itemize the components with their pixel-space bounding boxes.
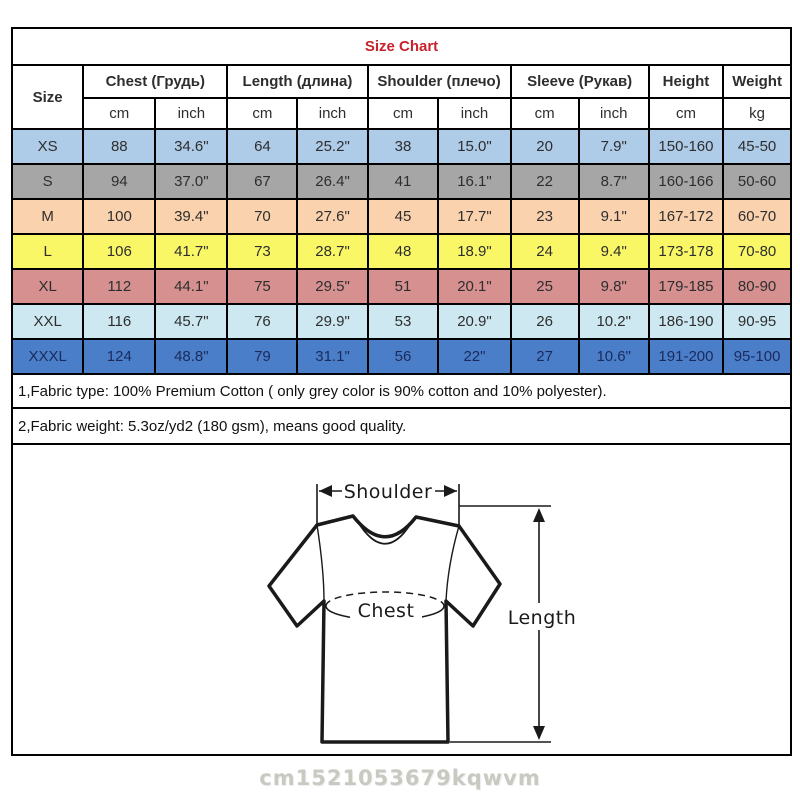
size-value: 22" (438, 339, 510, 374)
size-value: 15.0" (438, 129, 510, 164)
size-row-xl (12, 269, 791, 304)
size-value: 17.7" (438, 199, 510, 234)
size-value: 60-70 (723, 199, 791, 234)
measurement-diagram (11, 445, 792, 756)
shoulder-label: Shoulder (343, 481, 433, 503)
size-value: 116 (83, 304, 155, 339)
size-label: XXL (12, 304, 83, 339)
size-value: 27.6" (297, 199, 367, 234)
size-row-m (12, 199, 791, 234)
size-label: XS (12, 129, 83, 164)
size-value: 45-50 (723, 129, 791, 164)
size-table-body (12, 129, 791, 374)
arrow-left-icon (319, 485, 332, 497)
size-value: 173-178 (649, 234, 723, 269)
arrow-right-icon (444, 485, 457, 497)
column-header-sleeve: Sleeve (Рукав) (511, 65, 649, 98)
size-value: 24 (511, 234, 579, 269)
size-value: 9.1" (579, 199, 649, 234)
column-header-size: Size (12, 65, 83, 129)
unit-length-inch: inch (297, 98, 367, 129)
size-value: 150-160 (649, 129, 723, 164)
size-value: 25.2" (297, 129, 367, 164)
unit-shoulder-cm: cm (368, 98, 439, 129)
size-table (11, 27, 792, 375)
size-value: 41 (368, 164, 439, 199)
size-value: 27 (511, 339, 579, 374)
size-value: 79 (227, 339, 297, 374)
unit-sleeve-inch: inch (579, 98, 649, 129)
fabric-weight-note: 2,Fabric weight: 5.3oz/yd2 (180 gsm), means good quality. (11, 409, 792, 445)
size-label: L (12, 234, 83, 269)
size-value: 31.1" (297, 339, 367, 374)
unit-height-cm: cm (649, 98, 723, 129)
size-value: 75 (227, 269, 297, 304)
size-value: 186-190 (649, 304, 723, 339)
unit-weight-kg: kg (723, 98, 791, 129)
size-label: S (12, 164, 83, 199)
size-value: 10.6" (579, 339, 649, 374)
size-value: 100 (83, 199, 155, 234)
table-header-units (12, 98, 791, 129)
size-value: 73 (227, 234, 297, 269)
size-value: 9.8" (579, 269, 649, 304)
size-value: 45.7" (155, 304, 227, 339)
watermark-text: cm1521053679kqwvm (259, 766, 541, 790)
size-value: 45 (368, 199, 439, 234)
size-row-xxl (12, 304, 791, 339)
column-header-length: Length (длина) (227, 65, 367, 98)
size-value: 67 (227, 164, 297, 199)
arrow-down-icon (533, 726, 545, 740)
size-value: 20 (511, 129, 579, 164)
arrow-up-icon (533, 508, 545, 522)
size-label: XXXL (12, 339, 83, 374)
size-value: 18.9" (438, 234, 510, 269)
size-value: 48 (368, 234, 439, 269)
size-value: 70-80 (723, 234, 791, 269)
unit-chest-inch: inch (155, 98, 227, 129)
size-value: 50-60 (723, 164, 791, 199)
size-value: 70 (227, 199, 297, 234)
size-value: 9.4" (579, 234, 649, 269)
table-header-groups (12, 65, 791, 98)
size-value: 38 (368, 129, 439, 164)
size-value: 29.9" (297, 304, 367, 339)
size-value: 80-90 (723, 269, 791, 304)
size-value: 90-95 (723, 304, 791, 339)
unit-shoulder-inch: inch (438, 98, 510, 129)
unit-chest-cm: cm (83, 98, 155, 129)
size-value: 106 (83, 234, 155, 269)
size-chart-title: Size Chart (12, 28, 791, 65)
size-value: 191-200 (649, 339, 723, 374)
size-value: 23 (511, 199, 579, 234)
column-header-weight: Weight (723, 65, 791, 98)
size-value: 88 (83, 129, 155, 164)
size-row-l (12, 234, 791, 269)
size-value: 26 (511, 304, 579, 339)
size-value: 179-185 (649, 269, 723, 304)
size-value: 37.0" (155, 164, 227, 199)
column-header-chest: Chest (Грудь) (83, 65, 227, 98)
size-label: XL (12, 269, 83, 304)
size-value: 95-100 (723, 339, 791, 374)
size-value: 28.7" (297, 234, 367, 269)
size-row-xs (12, 129, 791, 164)
size-value: 64 (227, 129, 297, 164)
size-value: 76 (227, 304, 297, 339)
column-header-height: Height (649, 65, 723, 98)
size-row-s (12, 164, 791, 199)
size-value: 160-166 (649, 164, 723, 199)
size-value: 22 (511, 164, 579, 199)
size-value: 124 (83, 339, 155, 374)
size-value: 29.5" (297, 269, 367, 304)
size-value: 25 (511, 269, 579, 304)
size-value: 48.8" (155, 339, 227, 374)
unit-sleeve-cm: cm (511, 98, 579, 129)
size-chart-panel (11, 27, 792, 756)
column-header-shoulder: Shoulder (плечо) (368, 65, 511, 98)
size-value: 34.6" (155, 129, 227, 164)
size-value: 56 (368, 339, 439, 374)
size-value: 16.1" (438, 164, 510, 199)
unit-length-cm: cm (227, 98, 297, 129)
size-value: 41.7" (155, 234, 227, 269)
length-label: Length (507, 607, 577, 629)
size-value: 26.4" (297, 164, 367, 199)
size-value: 10.2" (579, 304, 649, 339)
size-value: 167-172 (649, 199, 723, 234)
chest-label: Chest (357, 600, 415, 622)
size-value: 112 (83, 269, 155, 304)
tshirt-outline (269, 516, 500, 742)
size-value: 53 (368, 304, 439, 339)
size-value: 39.4" (155, 199, 227, 234)
tshirt-measurement-illustration (13, 445, 790, 754)
size-value: 94 (83, 164, 155, 199)
fabric-type-note: 1,Fabric type: 100% Premium Cotton ( only grey color is 90% cotton and 10% polyester). (11, 375, 792, 409)
size-value: 8.7" (579, 164, 649, 199)
size-value: 20.1" (438, 269, 510, 304)
size-value: 51 (368, 269, 439, 304)
size-value: 20.9" (438, 304, 510, 339)
size-value: 44.1" (155, 269, 227, 304)
size-row-xxxl (12, 339, 791, 374)
size-value: 7.9" (579, 129, 649, 164)
table-title-row (12, 28, 791, 65)
size-label: M (12, 199, 83, 234)
